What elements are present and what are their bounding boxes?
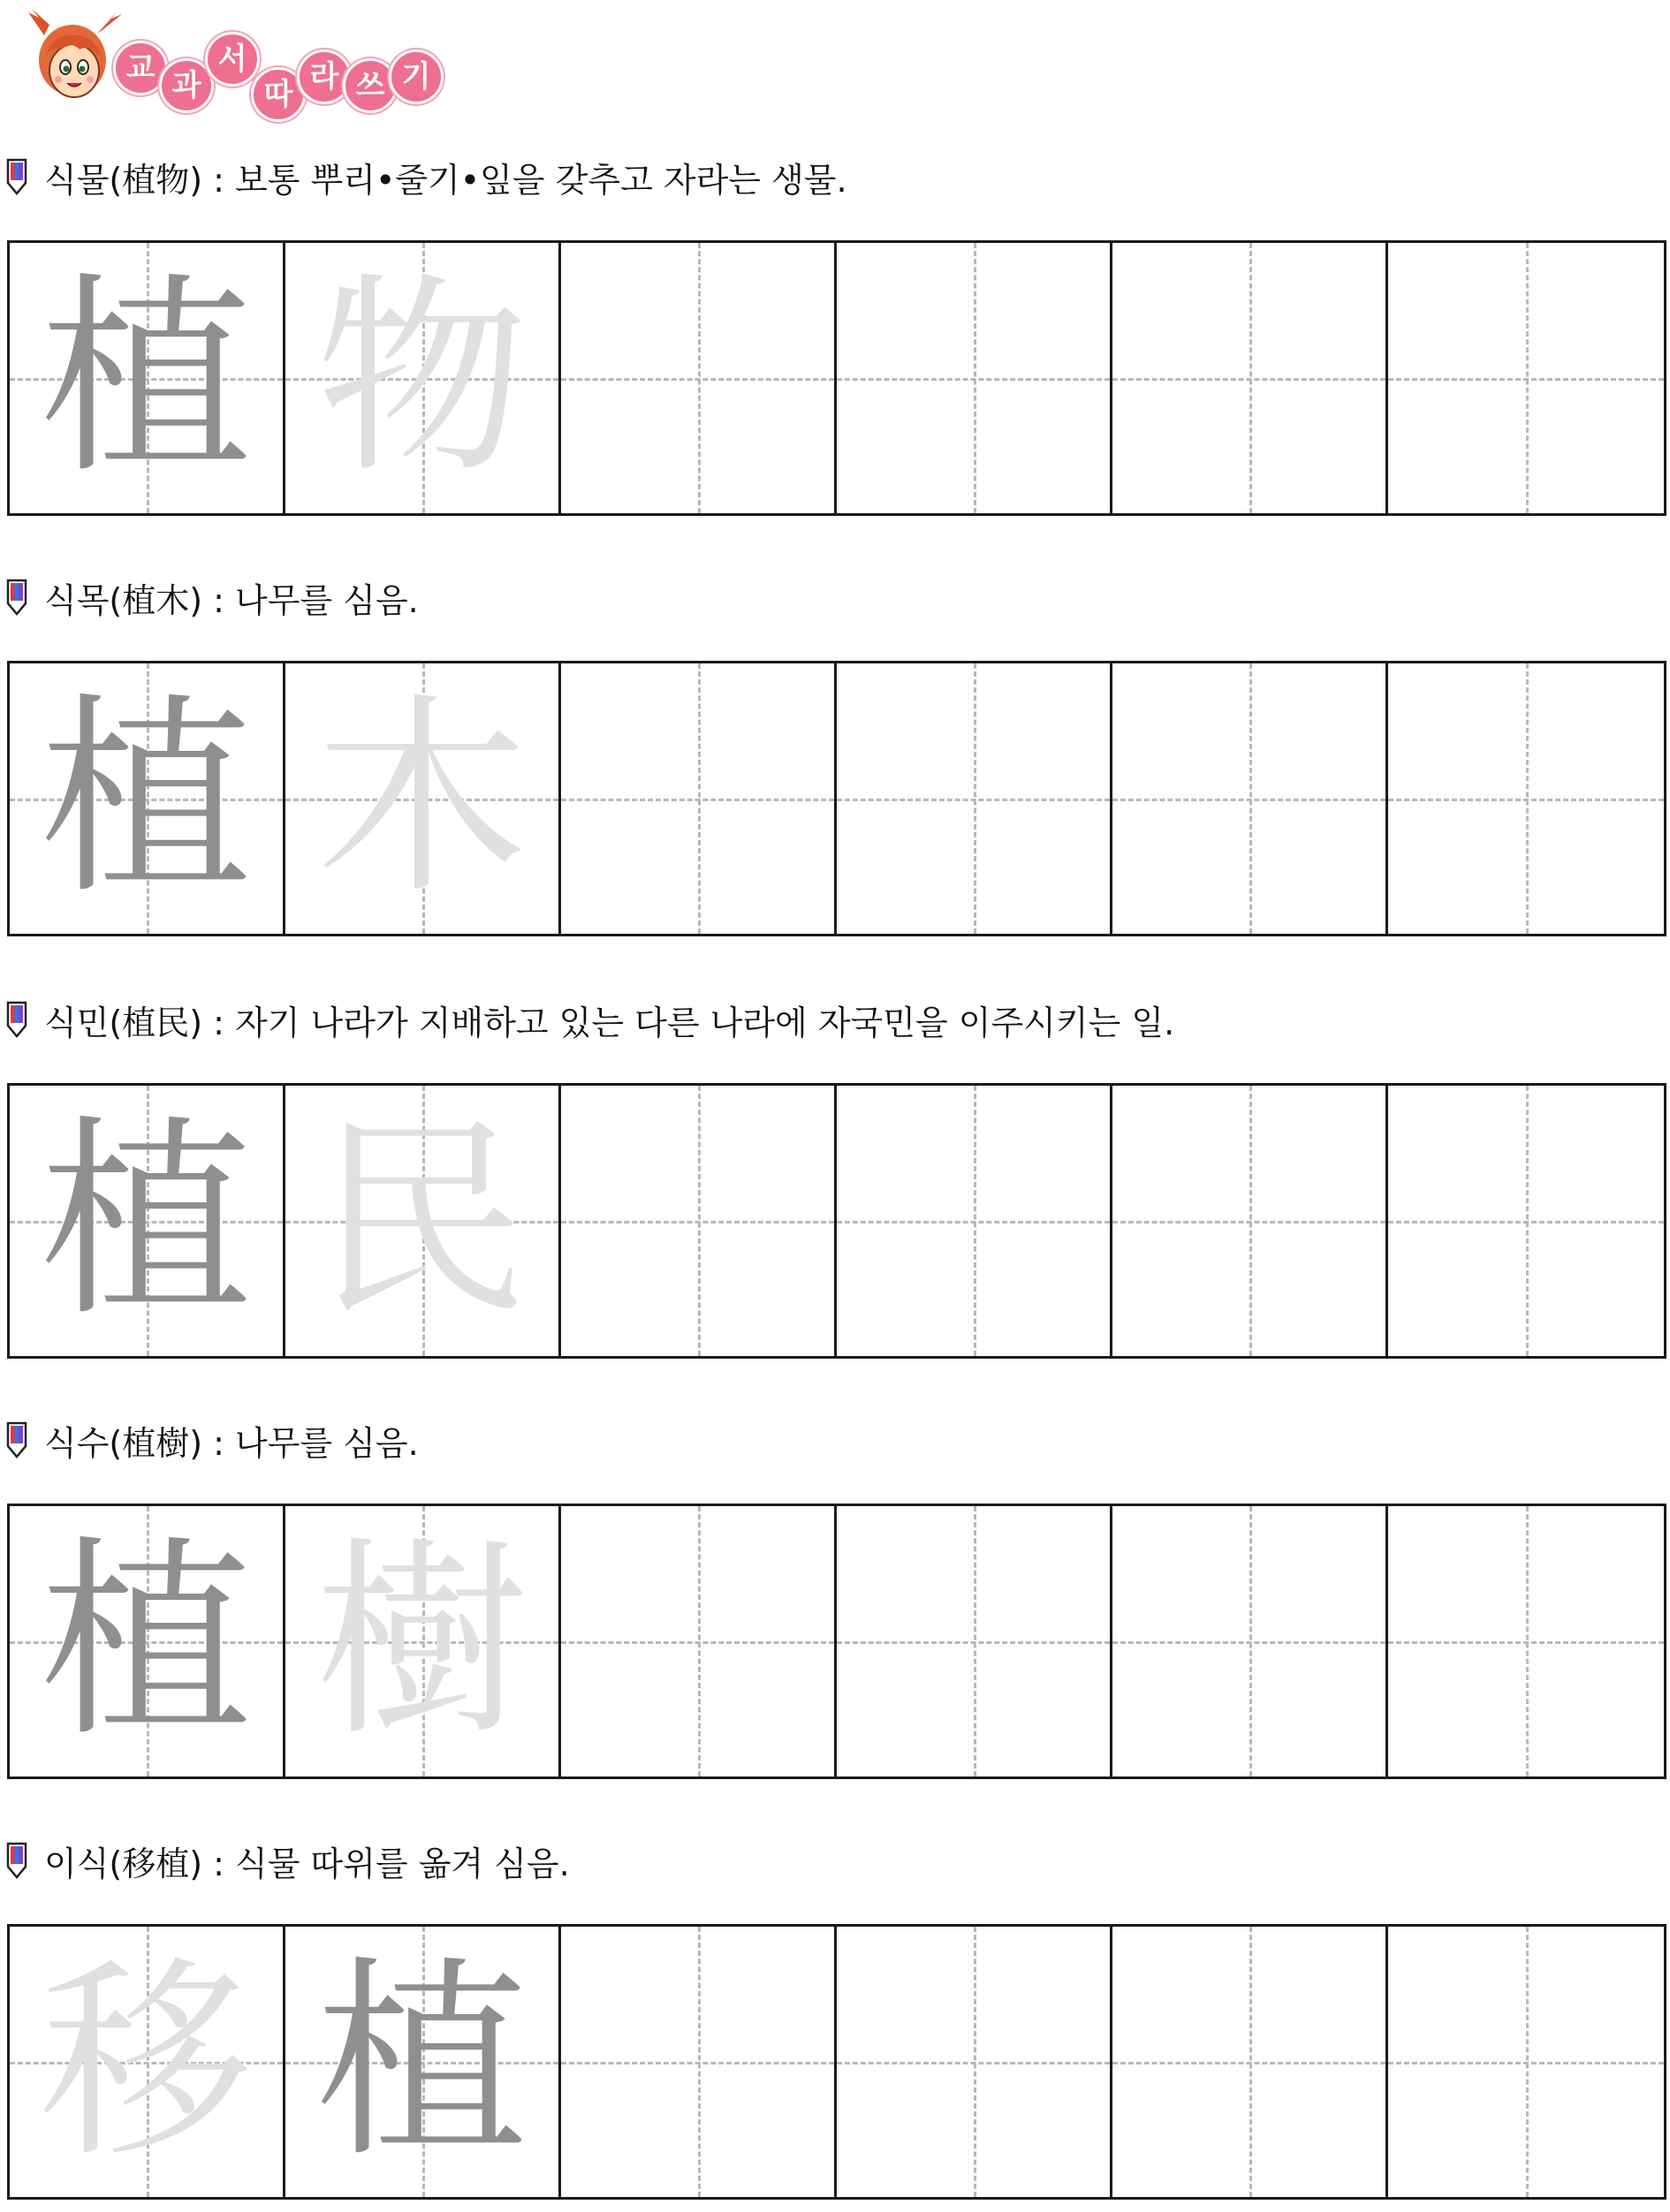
trace-cell	[285, 1086, 561, 1356]
worksheet-header	[27, 9, 486, 124]
trace-cell	[285, 1506, 561, 1776]
guide-line-horizontal	[837, 378, 1110, 381]
title-letter: 따	[251, 67, 306, 122]
trace-character: 植	[40, 1097, 253, 1345]
practice-cell[interactable]	[837, 1927, 1112, 2197]
practice-cell[interactable]	[561, 243, 837, 513]
trace-cell	[285, 243, 561, 513]
title-letter: 교	[113, 41, 168, 95]
title-letter: 서	[205, 32, 260, 87]
practice-grid	[7, 1924, 1666, 2200]
guide-line-horizontal	[1112, 1641, 1385, 1644]
practice-cell[interactable]	[561, 663, 837, 934]
guide-line-horizontal	[1112, 799, 1385, 801]
guide-line-horizontal	[837, 1641, 1110, 1644]
practice-cell[interactable]	[561, 1927, 837, 2197]
practice-cell[interactable]	[837, 243, 1112, 513]
practice-cell[interactable]	[1388, 243, 1664, 513]
trace-cell	[10, 663, 285, 934]
word-definition	[5, 1413, 419, 1466]
pencil-icon	[5, 1421, 28, 1458]
practice-cell[interactable]	[561, 1506, 837, 1776]
guide-line-horizontal	[561, 1641, 834, 1644]
pencil-icon	[5, 1842, 28, 1879]
word-definition-text: 식수(植樹) : 나무를 심음.	[44, 1423, 419, 1463]
trace-cell	[285, 663, 561, 934]
practice-cell[interactable]	[1112, 1506, 1388, 1776]
word-definition-text: 이식(移植) : 식물 따위를 옮겨 심음.	[44, 1844, 570, 1883]
practice-cell[interactable]	[1112, 1927, 1388, 2197]
word-definition-text: 식목(植木) : 나무를 심음.	[44, 580, 419, 620]
trace-cell	[285, 1927, 561, 2197]
guide-line-horizontal	[837, 1221, 1110, 1223]
practice-grid	[7, 661, 1666, 936]
pencil-icon	[5, 1001, 28, 1038]
trace-character: 植	[315, 1938, 528, 2185]
guide-line-horizontal	[1388, 2062, 1664, 2064]
practice-cell[interactable]	[1112, 243, 1388, 513]
pencil-icon	[5, 158, 28, 195]
trace-character: 植	[40, 675, 253, 922]
guide-line-horizontal	[561, 1221, 834, 1223]
trace-character: 植	[40, 254, 253, 502]
cartoon-girl-icon	[27, 9, 124, 115]
guide-line-horizontal	[1388, 378, 1664, 381]
guide-line-horizontal	[561, 378, 834, 381]
practice-cell[interactable]	[1388, 1927, 1664, 2197]
guide-line-horizontal	[1112, 2062, 1385, 2064]
trace-character: 木	[315, 675, 528, 922]
trace-character: 移	[40, 1938, 253, 2185]
practice-cell[interactable]	[837, 1506, 1112, 1776]
trace-cell	[10, 1927, 285, 2197]
guide-line-horizontal	[1388, 1221, 1664, 1223]
guide-line-horizontal	[1388, 799, 1664, 801]
practice-cell[interactable]	[1388, 1086, 1664, 1356]
trace-character: 植	[40, 1518, 253, 1765]
word-definition-text: 식민(植民) : 자기 나라가 지배하고 있는 다른 나라에 자국민을 이주시키는 일.	[44, 1003, 1175, 1042]
trace-cell	[10, 1086, 285, 1356]
trace-character: 物	[315, 254, 528, 502]
word-definition-text: 식물(植物) : 보통 뿌리•줄기•잎을 갖추고 자라는 생물.	[44, 160, 847, 200]
guide-line-horizontal	[837, 2062, 1110, 2064]
guide-line-horizontal	[1112, 1221, 1385, 1223]
guide-line-horizontal	[561, 799, 834, 801]
practice-cell[interactable]	[1112, 1086, 1388, 1356]
guide-line-horizontal	[1388, 1641, 1664, 1644]
guide-line-horizontal	[837, 799, 1110, 801]
trace-character: 樹	[315, 1518, 528, 1765]
guide-line-horizontal	[561, 2062, 834, 2064]
guide-line-horizontal	[1112, 378, 1385, 381]
trace-cell	[10, 1506, 285, 1776]
practice-cell[interactable]	[1388, 663, 1664, 934]
practice-cell[interactable]	[1112, 663, 1388, 934]
word-definition	[5, 150, 847, 203]
word-definition	[5, 1834, 570, 1887]
word-definition	[5, 571, 419, 624]
title-letter: 쓰	[343, 58, 398, 113]
title-letter: 기	[389, 49, 444, 104]
practice-cell[interactable]	[837, 663, 1112, 934]
practice-cell[interactable]	[561, 1086, 837, 1356]
practice-grid	[7, 1504, 1666, 1779]
practice-cell[interactable]	[1388, 1506, 1664, 1776]
practice-grid	[7, 240, 1666, 516]
word-definition	[5, 993, 1174, 1046]
practice-cell[interactable]	[837, 1086, 1112, 1356]
title-letter: 라	[297, 49, 352, 104]
pencil-icon	[5, 579, 28, 616]
practice-grid	[7, 1083, 1666, 1359]
trace-character: 民	[315, 1097, 528, 1345]
title-letter: 과	[159, 58, 214, 113]
trace-cell	[10, 243, 285, 513]
